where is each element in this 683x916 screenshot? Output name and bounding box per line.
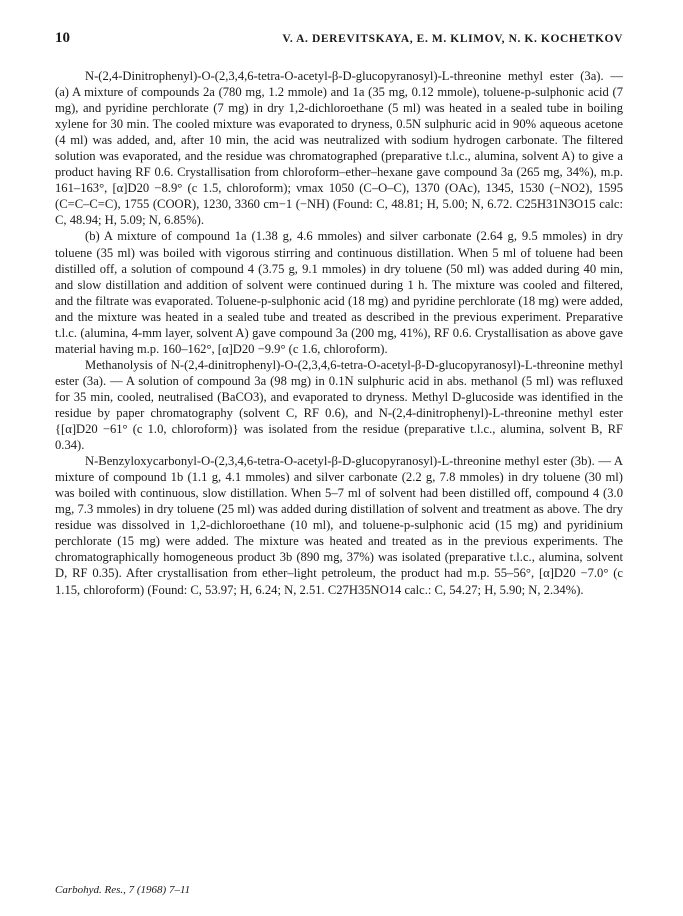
paragraph-3a-method-a: N-(2,4-Dinitrophenyl)-O-(2,3,4,6-tetra-O-acetyl-β-D-glucopyranosyl)-L-threonine methyl ester (3a). — (a) A mixture of compounds 2a (780 mg, 1.2 mmole) and 1a (35 mg, 0.12 mmole), toluene-p-sulphonic acid (7 mg), and pyridine perchlorate (7 mg) in dry 1,2-dichloroethane (5 ml) was heated in a sealed tube in boiling xylene for 30 min. The cooled mixture was evaporated to dryness, 0.5N sulphuric acid in 90% aqueous acetone (4 ml) was added, and, after 10 min, the acid was neutralized with sodium hydrogen carbonate. The filtered solution was evaporated, and the residue was chromatographed (preparative t.l.c., alumina, solvent A) to give a product having RF 0.6. Crystallisation from chloroform–ether–hexane gave compound 3a (265 mg, 34%), m.p. 161–163°, [α]D20 −8.9° (c 1.5, chloroform); νmax 1050 (C–O–C), 1370 (OAc), 1345, 1530 (−NO2), 1595 (C=C–C=C), 1755 (COOR), 1230, 3360 cm−1 (−NH) (Found: C, 48.81; H, 5.00; N, 6.72. C25H31N3O15 calc: C, 48.94; H, 5.09; N, 6.85%). — [55, 69, 623, 228]
running-head: V. A. DEREVITSKAYA, E. M. KLIMOV, N. K. KOCHETKOV — [282, 33, 623, 45]
paragraph-methanolysis: Methanolysis of N-(2,4-dinitrophenyl)-O-(2,3,4,6-tetra-O-acetyl-β-D-glucopyranosyl)-L-threonine methyl ester (3a). — A solution of compound 3a (98 mg) in 0.1N sulphuric acid in abs. methanol (5 ml) was refluxed for 35 min, cooled, neutralised (BaCO3), and evaporated to dryness. Methyl D-glucoside was identified in the residue by paper chromatography (solvent C, RF 0.6), and N-(2,4-dinitrophenyl)-L-threonine methyl ester {[α]D20 −61° (c 1.0, chloroform)} was isolated from the residue (preparative t.l.c., alumina, solvent B, RF 0.34). — [55, 357, 623, 453]
page-header — [55, 30, 623, 52]
page-number: 10 — [55, 30, 70, 46]
paper-page — [55, 30, 623, 598]
paragraph-3b: N-Benzyloxycarbonyl-O-(2,3,4,6-tetra-O-acetyl-β-D-glucopyranosyl)-L-threonine methyl ester (3b). — A mixture of compound 1b (1.1 g, 4.1 mmoles) and silver carbonate (2.2 g, 7.8 mmoles) in dry toluene (30 ml) was boiled with continuous, slow distillation. When 5–7 ml of solvent had been distilled off, compound 4 (3.0 mg, 7.3 mmoles) in dry toluene (25 ml) was added during distillation of solvent and treatment as above. The dry residue was dissolved in 1,2-dichloroethane (10 ml), and toluene-p-sulphonic acid (15 mg) and pyridinium perchlorate (15 mg) were added. The mixture was heated and treated as in the previous experiments. The chromatographically homogeneous product 3b (890 mg, 37%) was isolated (preparative t.l.c., alumina, solvent D, RF 0.35). After crystallisation from ether–light petroleum, the product had m.p. 55–56°, [α]D20 −7.0° (c 1.15, chloroform) (Found: C, 53.97; H, 6.24; N, 2.51. C27H35NO14 calc.: C, 54.27; H, 5.90; N, 2.34%). — [55, 454, 623, 597]
journal-footer: Carbohyd. Res., 7 (1968) 7–11 — [55, 884, 191, 896]
paragraph-3a-method-b: (b) A mixture of compound 1a (1.38 g, 4.6 mmoles) and silver carbonate (2.64 g, 9.5 mmoles) in dry toluene (35 ml) was boiled with vigorous stirring and continuous distillation. When 5 ml of toluene had been distilled off, a solution of compound 4 (3.75 g, 9.1 mmoles) in dry toluene (50 ml) was added during 40 min, and slow distillation and addition of solvent were continued during 1 h. The mixture was cooled and filtered, and the filtrate was evaporated. Toluene-p-sulphonic acid (18 mg) and pyridine perchlorate (18 mg) were added, and the mixture was heated in a sealed tube and treated as described in the previous experiment. Preparative t.l.c. (alumina, 4-mm layer, solvent A) gave compound 3a (200 mg, 41%), RF 0.6. Crystallisation as above gave material having m.p. 160–162°, [α]D20 −9.9° (c 1.6, chloroform). — [55, 229, 623, 356]
